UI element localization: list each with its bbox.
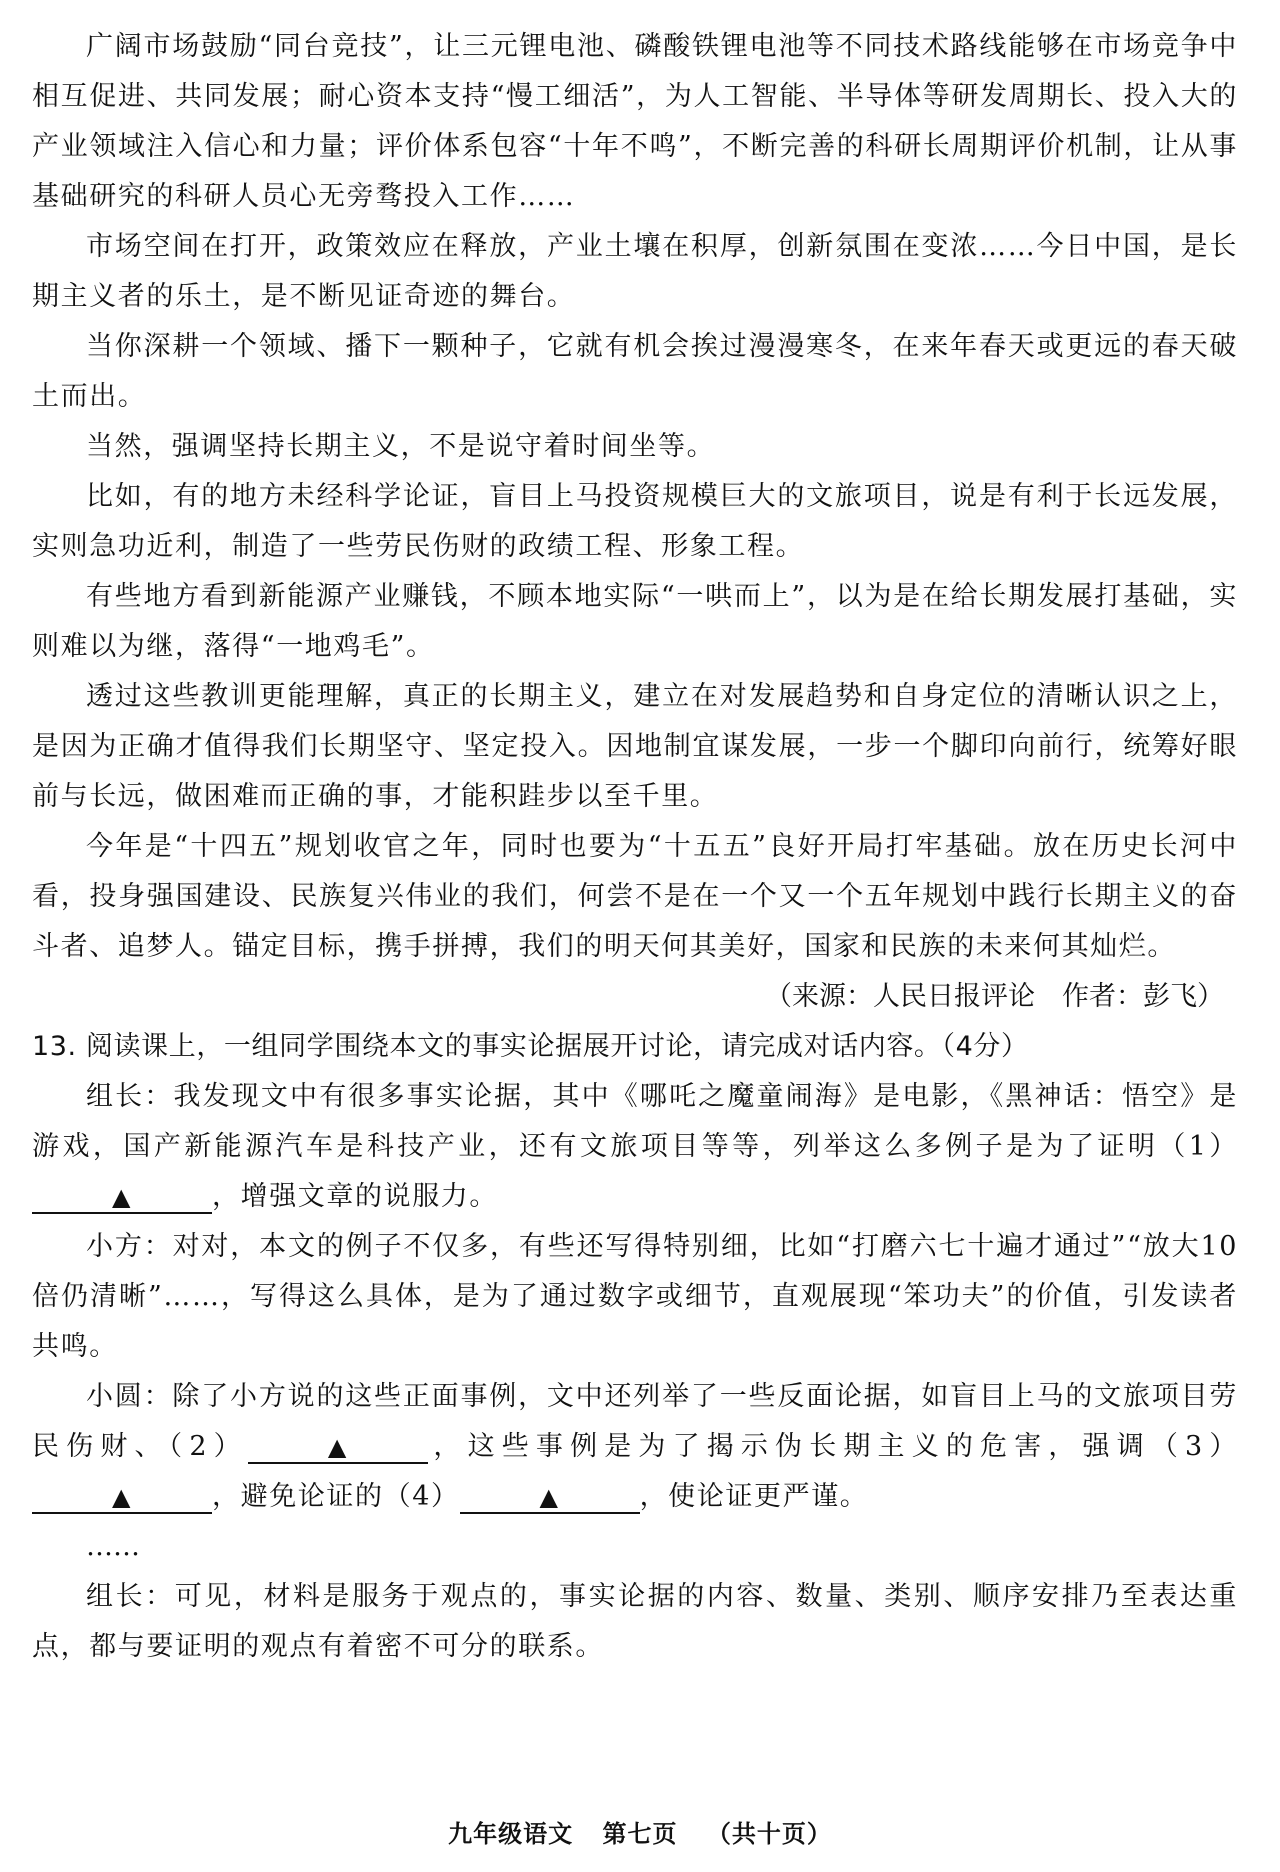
dialog-text: ，使论证更严谨。 (639, 1481, 869, 1512)
dialog-text: ，增强文章的说服力。 (212, 1181, 498, 1212)
article-paragraph: 市场空间在打开，政策效应在释放，产业土壤在积厚，创新氛围在变浓……今日中国，是长期主义者的乐土，是不断见证奇迹的舞台。 (32, 231, 1238, 312)
article-paragraph: 透过这些教训更能理解，真正的长期主义，建立在对发展趋势和自身定位的清晰认识之上，是因为正确才值得我们长期坚守、坚定投入。因地制宜谋发展，一步一个脚印向前行，统筹好眼前与长远，做困难而正确的事，才能积跬步以至千里。 (32, 681, 1238, 812)
article-source: （来源：人民日报评论 作者：彭飞） (765, 981, 1224, 1012)
article-paragraph: 有些地方看到新能源产业赚钱，不顾本地实际“一哄而上”，以为是在给长期发展打基础，实则难以为继，落得“一地鸡毛”。 (32, 581, 1238, 662)
article-paragraph: 广阔市场鼓励“同台竞技”，让三元锂电池、磷酸铁锂电池等不同技术路线能够在市场竞争中相互促进、共同发展；耐心资本支持“慢工细活”，为人工智能、半导体等研发周期长、投入大的产业领域注入信心和力量；评价体系包容“十年不鸣”，不断完善的科研长周期评价机制，让从事基础研究的科研人员心无旁骛投入工作…… (32, 31, 1238, 212)
article-paragraph: 当你深耕一个领域、播下一颗种子，它就有机会挨过漫漫寒冬，在来年春天或更远的春天破土而出。 (32, 331, 1238, 412)
footer-page-number: 第七页 (602, 1820, 678, 1848)
article-paragraph: 当然，强调坚持长期主义，不是说守着时间坐等。 (86, 431, 716, 462)
page-footer (0, 1814, 1280, 1849)
triangle-marker-icon: ▲ (111, 1183, 133, 1211)
article-body (32, 22, 1238, 1022)
dialog-text: ，这些事例是为了揭示伪长期主义的危害，强调（3） (427, 1431, 1238, 1462)
triangle-marker-icon: ▲ (539, 1483, 560, 1511)
triangle-marker-icon: ▲ (327, 1433, 348, 1461)
dialog-ellipsis: …… (86, 1531, 140, 1562)
answer-blank-1[interactable] (32, 1182, 212, 1214)
dialog-xiaoyuan (32, 1372, 1238, 1522)
article-paragraph: 今年是“十四五”规划收官之年，同时也要为“十五五”良好开局打牢基础。放在历史长河中看，投身强国建设、民族复兴伟业的我们，何尝不是在一个又一个五年规划中践行长期主义的奋斗者、追梦人。锚定目标，携手拼搏，我们的明天何其美好，国家和民族的未来何其灿烂。 (32, 831, 1238, 962)
answer-blank-3[interactable] (32, 1482, 212, 1514)
article-paragraph: 比如，有的地方未经科学论证，盲目上马投资规模巨大的文旅项目，说是有利于长远发展，实则急功近利，制造了一些劳民伤财的政绩工程、形象工程。 (32, 481, 1238, 562)
dialog-text: 组长：我发现文中有很多事实论据，其中《哪吒之魔童闹海》是电影，《黑神话：悟空》是游戏，国产新能源汽车是科技产业，还有文旅项目等等，列举这么多例子是为了证明（1） (32, 1081, 1238, 1162)
dialog-text: ，避免论证的（4） (212, 1481, 460, 1512)
question-header: 13. 阅读课上，一组同学围绕本文的事实论据展开讨论，请完成对话内容。（4分） (32, 1031, 1029, 1062)
triangle-marker-icon: ▲ (111, 1483, 133, 1511)
answer-blank-4[interactable] (460, 1482, 640, 1514)
dialog-xiaofang: 小方：对对，本文的例子不仅多，有些还写得特别细，比如“打磨六七十遍才通过”“放大10倍仍清晰”……，写得这么具体，是为了通过数字或细节，直观展现“笨功夫”的价值，引发读者共鸣。 (32, 1231, 1238, 1362)
footer-total-pages: （共十页） (706, 1820, 832, 1848)
question-13 (32, 1022, 1238, 1672)
dialog-leader-2: 组长：可见，材料是服务于观点的，事实论据的内容、数量、类别、顺序安排乃至表达重点，都与要证明的观点有着密不可分的联系。 (32, 1581, 1238, 1662)
footer-subject: 九年级语文 (448, 1820, 574, 1848)
dialog-text: 小圆：除了小方说的这些正面事例，文中还列举了一些反面论据，如盲目上马的文旅项目劳民伤财、（2） (32, 1381, 1238, 1462)
dialog-leader-1 (32, 1072, 1238, 1222)
answer-blank-2[interactable] (248, 1432, 428, 1464)
